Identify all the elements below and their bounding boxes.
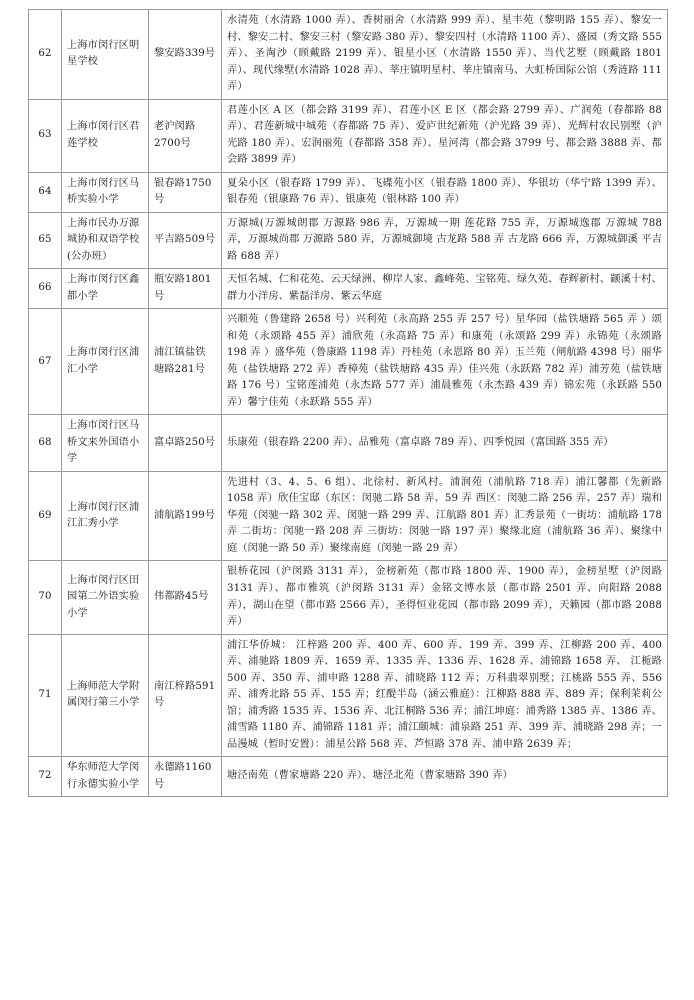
row-number: 62 [29, 10, 62, 100]
table-body [29, 10, 668, 797]
table-row [29, 172, 668, 212]
row-number: 63 [29, 99, 62, 172]
school-name: 上海市闵行区君莲学校 [62, 99, 149, 172]
school-address: 黎安路339号 [149, 10, 222, 100]
enrollment-scope: 水清苑（水清路 1000 弄）、香树丽舍（水清路 999 弄）、星丰苑（黎明路 155 弄）、黎安一村、黎安二村、黎安三村（黎安路 380 弄）、黎安四村（水清路 1100 弄）、盛园（秀文路 555 弄）、圣淘沙（顾戴路 2199 弄）、银星小区（水清路 1550 弄）、当代艺墅（顾戴路 1801 弄）、现代缘墅(水清路 1028 弄）、莘庄镇明星村、莘庄镇南马、大虹桥国际公馆（秀涟路 111 弄） [222, 10, 668, 100]
school-name: 上海市闵行区田园第二外语实验小学 [62, 561, 149, 634]
school-name: 上海市闵行区浦汇小学 [62, 309, 149, 415]
school-address: 老沪闵路2700号 [149, 99, 222, 172]
table-row [29, 309, 668, 415]
enrollment-scope: 万源城(万源城朗郡 万源路 986 弄，万源城一期 莲花路 755 弄，万源城逸郡 万源城 788 弄，万源城尚郡 万源路 580 弄，万源城御境 古龙路 588 弄 古龙路 666 弄，万源城御溪 平吉路 688 弄） [222, 212, 668, 269]
row-number: 72 [29, 757, 62, 797]
row-number: 68 [29, 415, 62, 472]
school-address: 永德路1160号 [149, 757, 222, 797]
enrollment-scope: 塘泾南苑（曹家塘路 220 弄）、塘泾北苑（曹家塘路 390 弄） [222, 757, 668, 797]
school-name: 华东师范大学闵行永德实验小学 [62, 757, 149, 797]
table-row [29, 757, 668, 797]
school-name: 上海市闵行区明星学校 [62, 10, 149, 100]
enrollment-scope: 先进村（3、4、5、6 组）、北徐村、新风村。浦润苑（浦航路 718 弄）浦江馨都（先新路 1058 弄）欣佳宝邸（东区：闵驰二路 58 弄、59 弄 西区：闵驰二路 256 弄、257 弄）瑞和华苑（闵驰一路 302 弄、闵驰一路 299 弄、江航路 801 弄）汇秀景苑（一街坊：浦航路 178 弄 二街坊：闵驰一路 208 弄 三街坊：闵驰一路 197 弄）聚缘北庭（浦航路 36 弄）、聚缘中庭（闵驰一路 50 弄）聚缘南庭（闵驰一路 29 弄） [222, 471, 668, 561]
table-row [29, 415, 668, 472]
table-row [29, 269, 668, 309]
enrollment-scope: 夏朵小区（银春路 1799 弄）、飞碟苑小区（银春路 1800 弄）、华银坊（华宁路 1399 弄）、银春苑（银康路 76 弄）、银康苑（银林路 100 弄） [222, 172, 668, 212]
enrollment-scope: 银桥花园（沪闵路 3131 弄），金榜新苑（都市路 1800 弄、1900 弄），金榜星墅（沪闵路 3131 弄）、都市雅筑（沪闵路 3131 弄）金铭文博水景（都市路 2501 弄、向阳路 2088 弄），湖山在望（都市路 2566 弄），圣得恒业花园（都市路 2099 弄），天籁园（都市路 2088 弄） [222, 561, 668, 634]
row-number: 64 [29, 172, 62, 212]
enrollment-scope: 天恒名城、仁和花苑、云天绿洲、柳岸人家、鑫峰苑、宝铭苑、绿久苑、春辉新村、颛溪十村、群力小洋房、紫磊洋房、紫云华庭 [222, 269, 668, 309]
school-enrollment-table [28, 9, 668, 797]
enrollment-scope: 浦江华侨城： 江梓路 200 弄、400 弄、600 弄、199 弄、399 弄、江柳路 200 弄、400 弄、浦驰路 1809 弄、1659 弄、1335 弄、1336 弄、1628 弄、浦锦路 1658 弄、 江栀路 500 弄、350 弄、浦申路 1288 弄、浦晓路 112 弄；万科翡翠别墅；江桃路 555 弄、556 弄、浦秀北路 55 弄、155 弄；红醍半岛（涵云雅庭）：江柳路 888 弄、889 弄；保利茉莉公馆；浦秀路 1535 弄、1536 弄、北江桐路 536 弄；浦江坤庭：浦秀路 1385 弄、1386 弄、浦雪路 1180 弄、浦锦路 1181 弄；浦江颐城：浦泉路 251 弄、399 弄、浦晓路 298 弄；一品漫城（暂时安置）：浦星公路 568 弄、芦恒路 378 弄、浦申路 2639 弄； [222, 634, 668, 757]
school-name: 上海市闵行区浦江汇秀小学 [62, 471, 149, 561]
school-address: 瓶安路1801号 [149, 269, 222, 309]
school-address: 平吉路509号 [149, 212, 222, 269]
school-name: 上海市闵行区马桥实验小学 [62, 172, 149, 212]
school-address: 富卓路250号 [149, 415, 222, 472]
school-address: 南江梓路591号 [149, 634, 222, 757]
row-number: 65 [29, 212, 62, 269]
row-number: 67 [29, 309, 62, 415]
school-name: 上海市闵行区马桥文来外国语小学 [62, 415, 149, 472]
table-row [29, 99, 668, 172]
enrollment-scope: 乐康苑（银春路 2200 弄）、品雅苑（富卓路 789 弄）、四季悦园（富国路 355 弄） [222, 415, 668, 472]
row-number: 70 [29, 561, 62, 634]
table-row [29, 634, 668, 757]
table-row [29, 561, 668, 634]
school-address: 银春路1750号 [149, 172, 222, 212]
school-name: 上海市民办万源城协和双语学校(公办班） [62, 212, 149, 269]
school-address: 浦航路199号 [149, 471, 222, 561]
row-number: 66 [29, 269, 62, 309]
school-address: 浦江镇盐铁塘路281号 [149, 309, 222, 415]
school-name: 上海师范大学附属闵行第三小学 [62, 634, 149, 757]
school-name: 上海市闵行区鑫都小学 [62, 269, 149, 309]
table-row [29, 471, 668, 561]
row-number: 69 [29, 471, 62, 561]
enrollment-scope: 君莲小区 A 区（都会路 3199 弄）、君莲小区 E 区（都会路 2799 弄）、广润苑（春都路 88 弄）、君莲新城中城苑（春都路 75 弄）、爱庐世纪新苑（沪光路 39 弄）、光辉村农民别墅（沪光路 180 弄）、宏润丽苑（春都路 358 弄）、星河湾（都会路 3799 号、都会路 3888 弄、都会路 3899 弄） [222, 99, 668, 172]
row-number: 71 [29, 634, 62, 757]
table-row [29, 212, 668, 269]
table-row [29, 10, 668, 100]
school-address: 伟都路45号 [149, 561, 222, 634]
enrollment-scope: 兴顺苑（鲁建路 2658 号）兴利苑（永高路 255 弄 257 号）星华园（盐铁塘路 565 弄 ）颂和苑（永颂路 455 弄）浦欣苑（永高路 75 弄）和康苑（永颂路 299 弄）永锦苑（永颂路 198 弄 ）盛华苑（鲁康路 1198 弄）丹桂苑（永恩路 80 弄）玉兰苑（闸航路 4398 号）丽华苑（盐铁塘路 272 弄）香樟苑（盐铁塘路 435 弄）佳兴苑（永跃路 782 弄）浦芳苑（盐铁塘路 176 号）宝铭莲浦苑（永杰路 577 弄）浦晨雅苑（永杰路 439 弄）锦宏苑（永跃路 550 弄）馨宁佳苑（永跃路 555 弄） [222, 309, 668, 415]
